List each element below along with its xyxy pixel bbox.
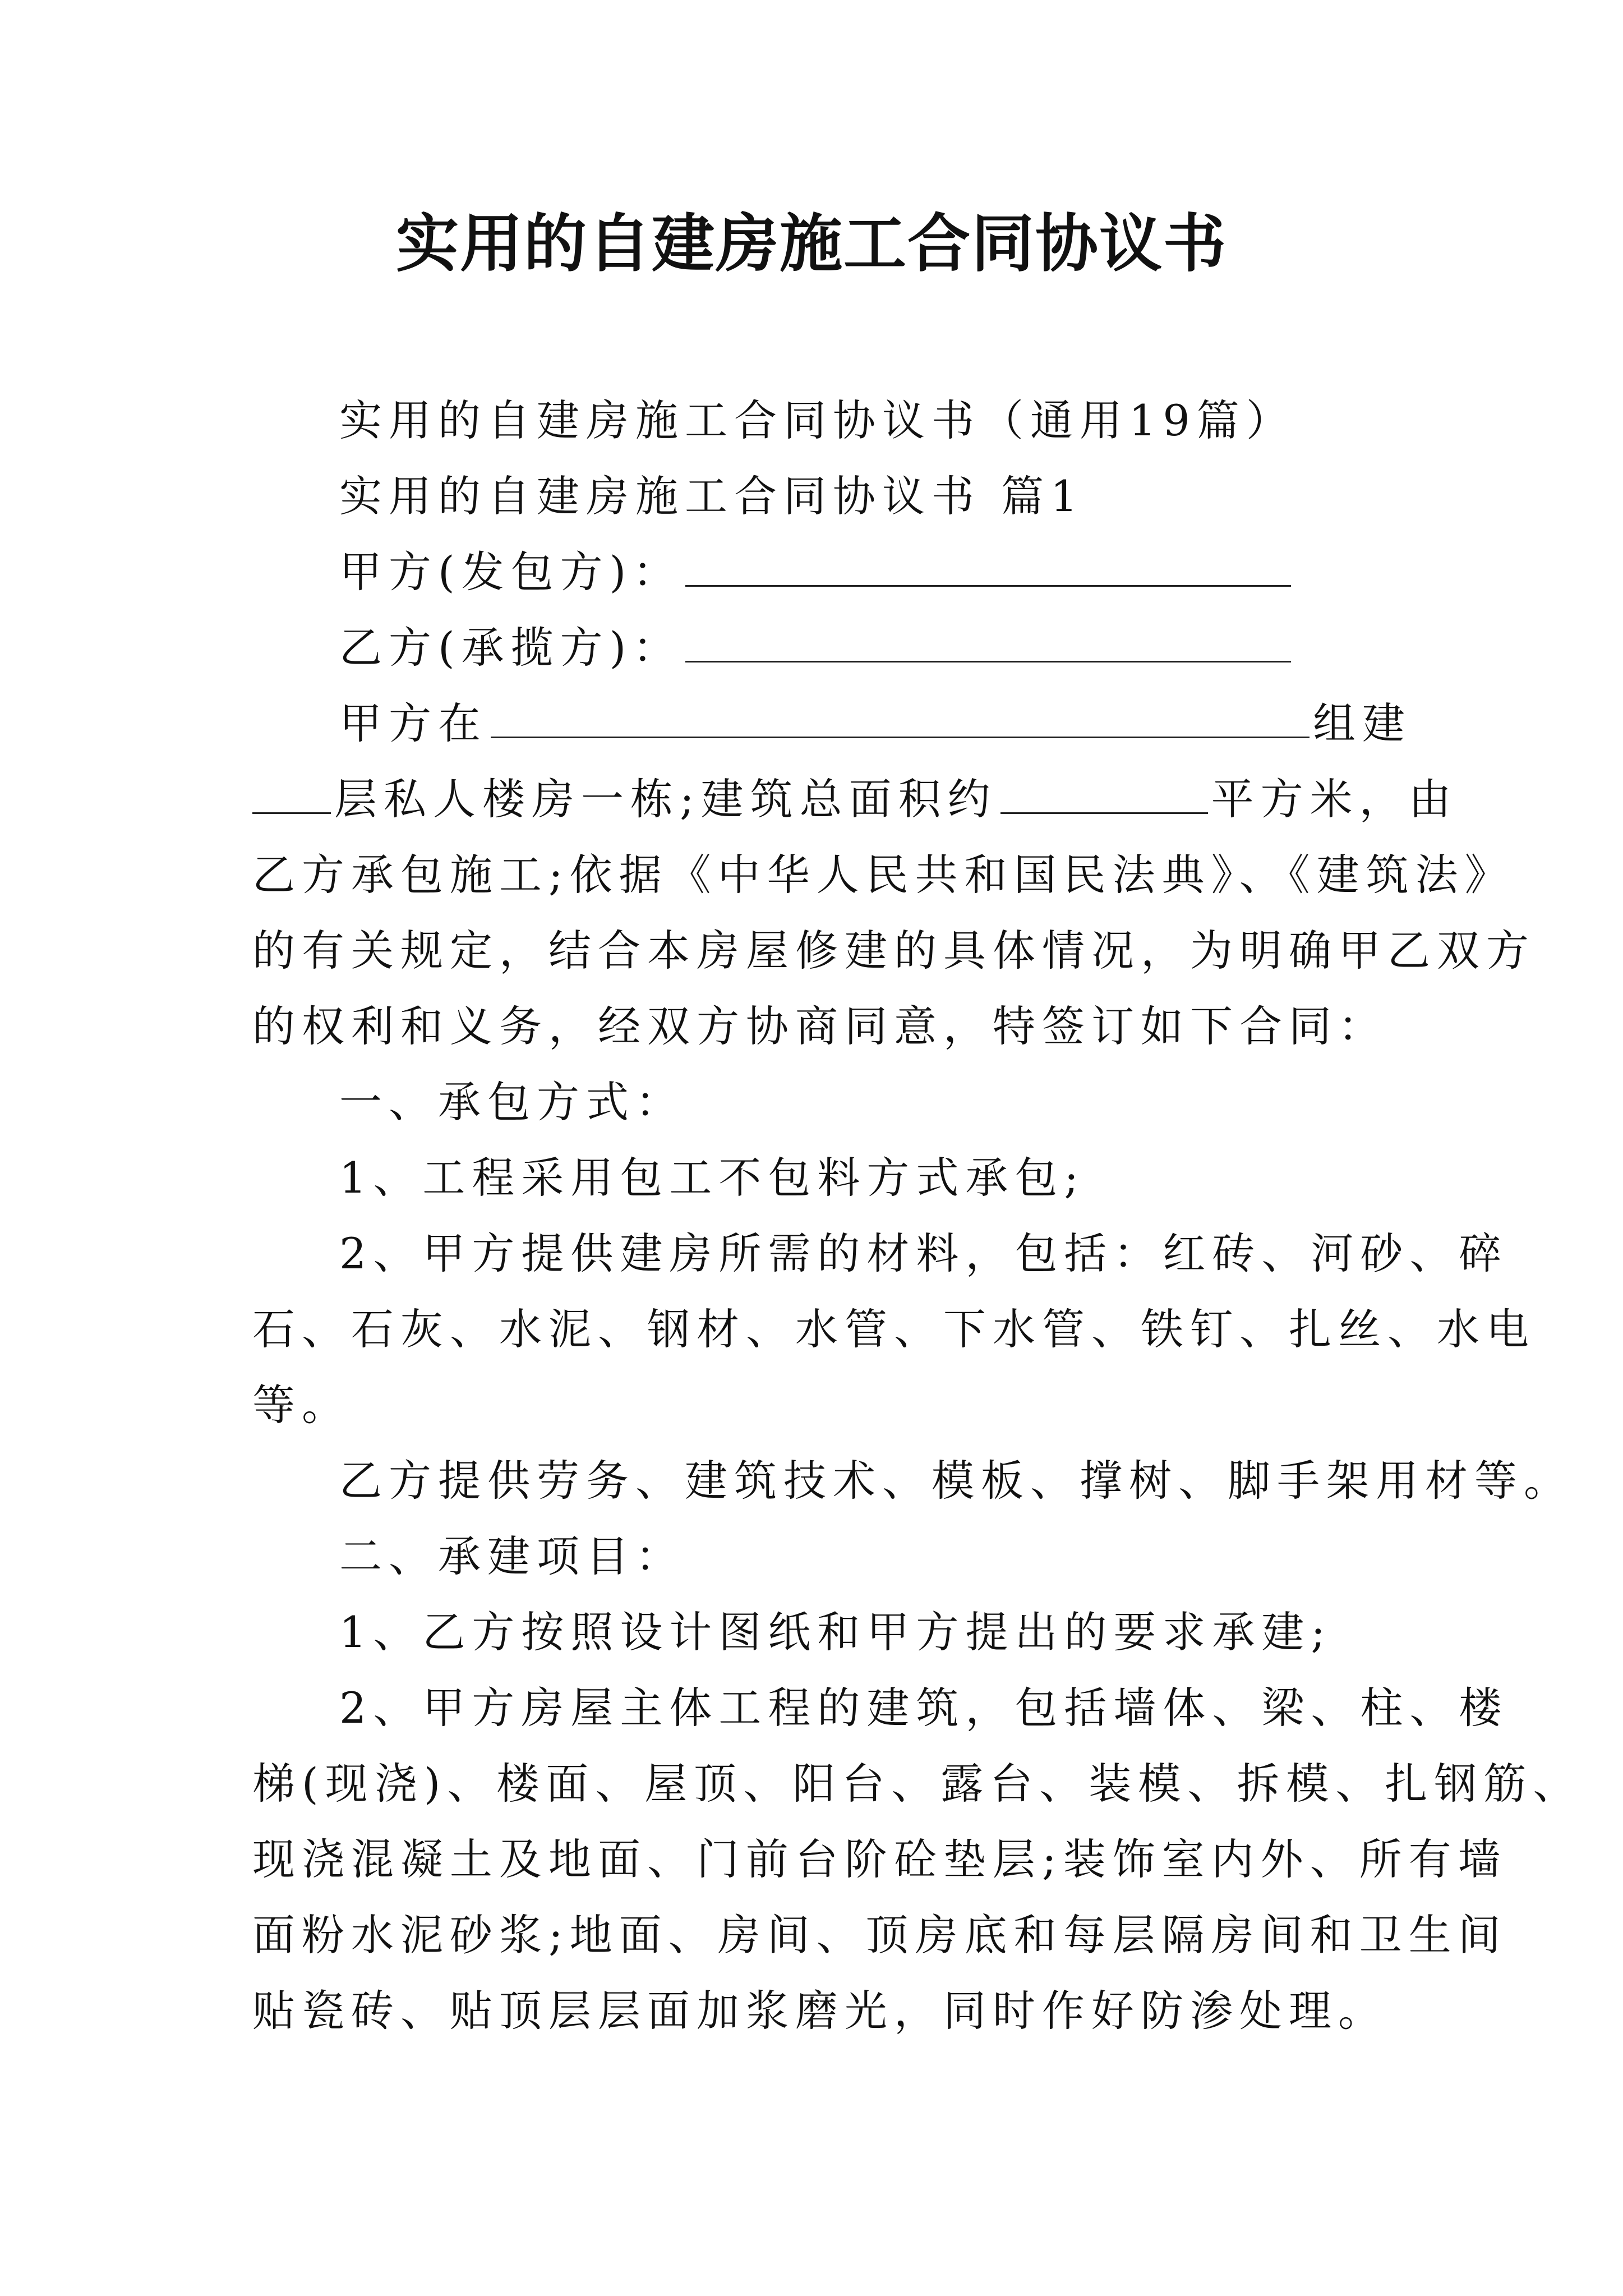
area-blank[interactable] — [1000, 773, 1208, 814]
paragraph-line: 的权利和义务，经双方协商同意，特签订如下合同： — [252, 1001, 1387, 1051]
party-a-label: 甲方(发包方)： — [339, 547, 683, 597]
floors-text: 层私人楼房一栋;建筑总面积约 — [334, 774, 997, 824]
build-label: 组建 — [1313, 698, 1412, 748]
party-b-label: 乙方(承揽方)： — [339, 623, 683, 673]
party-a-blank[interactable] — [685, 546, 1291, 587]
paragraph-line: 现浇混凝土及地面、门前台阶砼垫层;装饰室内外、所有墙 — [252, 1834, 1507, 1884]
paragraph-line: 的有关规定，结合本房屋修建的具体情况，为明确甲乙双方 — [252, 926, 1536, 976]
party-a-line — [339, 539, 1402, 606]
subtitle-line: 实用的自建房施工合同协议书（通用19篇） — [339, 395, 1295, 445]
section-heading-1: 一、承包方式： — [339, 1077, 685, 1127]
paragraph-line: 面粉水泥砂浆;地面、房间、顶房底和每层隔房间和卫生间 — [252, 1910, 1507, 1960]
party-b-blank[interactable] — [685, 622, 1291, 662]
paragraph-line: 乙方承包施工;依据《中华人民共和国民法典》、《建筑法》 — [252, 850, 1514, 900]
paragraph-line: 等。 — [252, 1380, 351, 1430]
floors-line — [252, 766, 1458, 833]
section-heading-2: 二、承建项目： — [339, 1531, 685, 1581]
area-unit-text: 平方米，由 — [1211, 774, 1458, 824]
clause-line: 1、乙方按照设计图纸和甲方提出的要求承建; — [339, 1607, 1332, 1657]
document-title: 实用的自建房施工合同协议书 — [396, 207, 1227, 280]
section-heading: 实用的自建房施工合同协议书 篇1 — [339, 471, 1085, 521]
location-line — [339, 690, 1412, 757]
paragraph-line: 梯(现浇)、楼面、屋顶、阳台、露台、装模、拆模、扎钢筋、 — [252, 1759, 1583, 1809]
clause-line: 2、甲方提供建房所需的材料，包括：红砖、河砂、碎 — [339, 1228, 1509, 1278]
clause-line: 1、工程采用包工不包料方式承包; — [339, 1153, 1085, 1203]
clause-line: 2、甲方房屋主体工程的建筑，包括墙体、梁、柱、楼 — [339, 1683, 1509, 1733]
floors-blank[interactable] — [252, 773, 331, 814]
party-b-line — [339, 614, 1402, 682]
clause-line: 乙方提供劳务、建筑技术、模板、撑树、脚手架用材等。 — [339, 1456, 1573, 1506]
paragraph-line: 石、石灰、水泥、钢材、水管、下水管、铁钉、扎丝、水电 — [252, 1304, 1536, 1354]
paragraph-line: 贴瓷砖、贴顶层层面加浆磨光，同时作好防渗处理。 — [252, 1986, 1387, 2036]
location-blank[interactable] — [491, 697, 1310, 738]
location-label: 甲方在 — [339, 698, 487, 748]
